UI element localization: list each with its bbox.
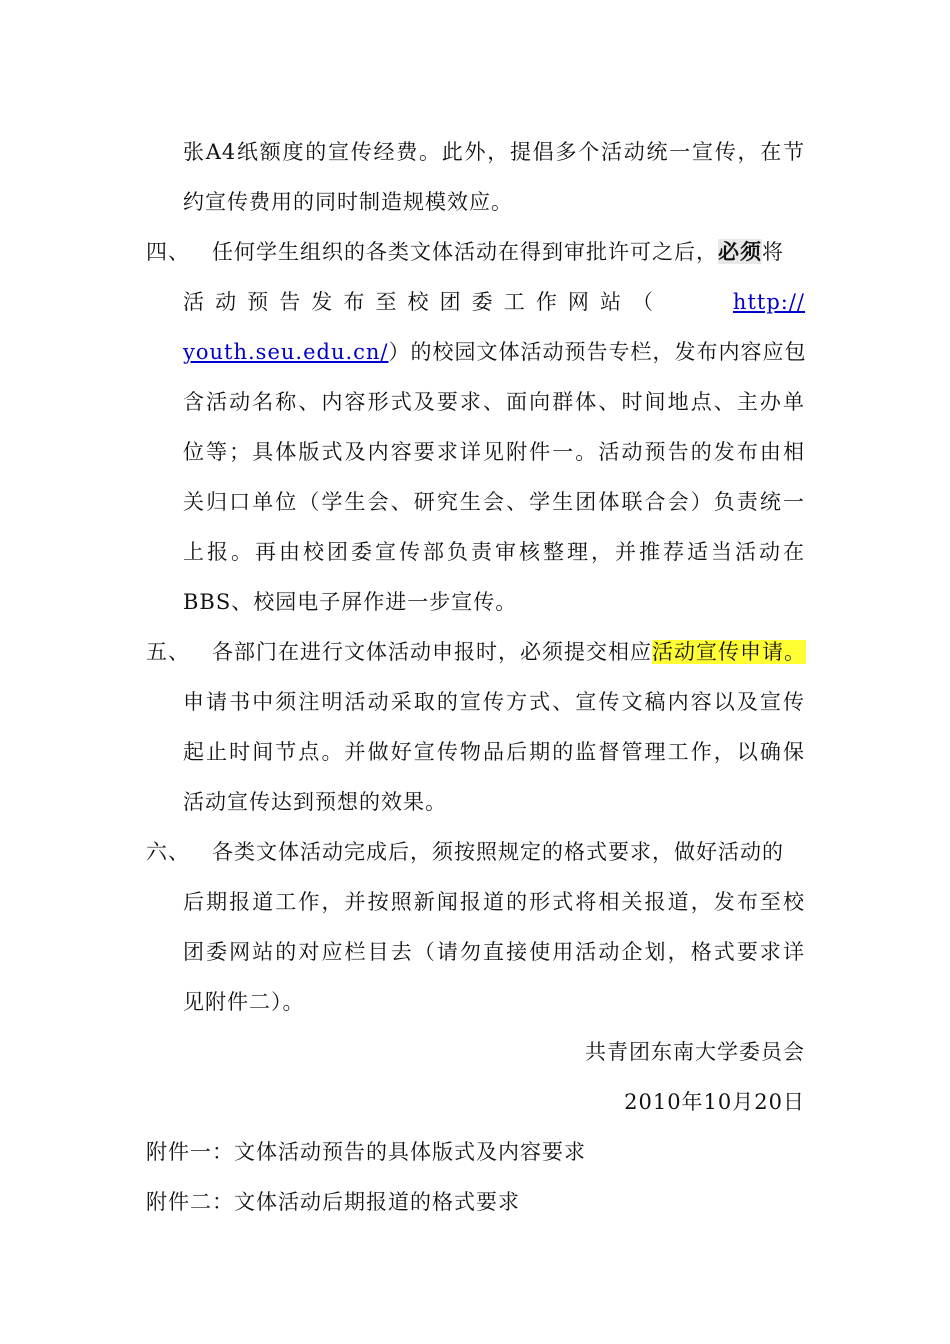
item4-line2-text: 活 动 预 告 发 布 至 校 团 委 工 作 网 站 （ [183, 290, 656, 314]
item5-text-pre: 各部门在进行文体活动申报时，必须提交相应 [212, 640, 652, 664]
item4-line5: 位等；具体版式及内容要求详见附件一。活动预告的发布由相 [183, 440, 805, 464]
item4-line1 [146, 237, 806, 267]
attachment-1: 附件一：文体活动预告的具体版式及内容要求 [146, 1140, 586, 1164]
attachment-2: 附件二：文体活动后期报道的格式要求 [146, 1190, 520, 1214]
item4-text-post: 将 [762, 240, 784, 264]
item5-line4: 活动宣传达到预想的效果。 [183, 790, 447, 814]
website-link-part1[interactable]: http:// [732, 290, 805, 314]
item5-line1 [146, 637, 806, 667]
item6-line1-text: 各类文体活动完成后，须按照规定的格式要求，做好活动的 [212, 840, 784, 864]
item4-bold-text: 必须 [718, 239, 762, 264]
item4-line4: 含活动名称、内容形式及要求、面向群体、时间地点、主办单 [183, 390, 805, 414]
item6-line3: 团委网站的对应栏目去（请勿直接使用活动企划，格式要求详 [183, 940, 805, 964]
website-link-part2[interactable]: youth.seu.edu.cn/ [183, 340, 389, 364]
item5-highlight-text: 活动宣传申请。 [652, 640, 806, 664]
item4-line2 [183, 287, 805, 317]
para3-line1: 张A4纸额度的宣传经费。此外，提倡多个活动统一宣传，在节 [183, 140, 805, 164]
item6-line2: 后期报道工作，并按照新闻报道的形式将相关报道，发布至校 [183, 890, 805, 914]
item4-line3 [183, 337, 807, 367]
item6-marker: 六、 [146, 840, 190, 864]
item6-line4: 见附件二）。 [183, 990, 305, 1014]
item5-marker: 五、 [146, 640, 190, 664]
signature-date: 2010年10月20日 [624, 1090, 805, 1114]
item6-line1 [146, 837, 784, 867]
item5-line3: 起止时间节点。并做好宣传物品后期的监督管理工作，以确保 [183, 740, 805, 764]
item4-line3-text: ）的校园文体活动预告专栏，发布内容应包 [388, 340, 807, 364]
item4-text-pre: 任何学生组织的各类文体活动在得到审批许可之后， [212, 240, 718, 264]
item4-line7: 上报。再由校团委宣传部负责审核整理，并推荐适当活动在 [183, 540, 805, 564]
para3-line2: 约宣传费用的同时制造规模效应。 [183, 190, 513, 214]
signature-org: 共青团东南大学委员会 [585, 1040, 805, 1064]
item4-line6: 关归口单位（学生会、研究生会、学生团体联合会）负责统一 [183, 490, 805, 514]
item5-line2: 申请书中须注明活动采取的宣传方式、宣传文稿内容以及宣传 [183, 690, 805, 714]
item4-marker: 四、 [146, 240, 190, 264]
item4-line8: BBS、校园电子屏作进一步宣传。 [183, 590, 518, 614]
